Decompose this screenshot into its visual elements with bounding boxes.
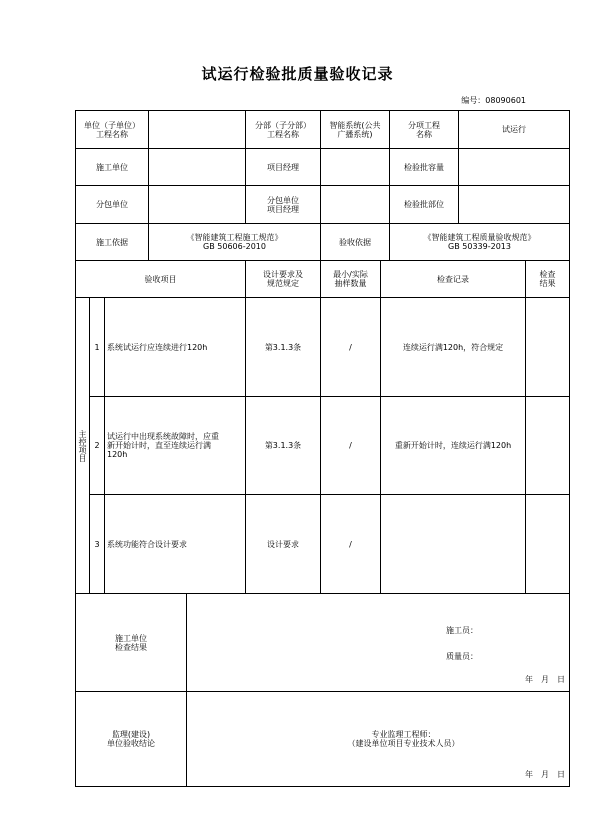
main-control-label: 主控项目 [78,429,87,462]
contractor-check-date[interactable]: 年 月 日 [525,674,565,684]
unit-name-value[interactable] [149,111,245,148]
batch-capacity-label: 检验批容量 [404,162,444,172]
page-title: 试运行检验批质量验收记录 [201,65,394,83]
subcontractor-value[interactable] [149,186,245,223]
batch-location-value[interactable] [459,186,569,223]
item-number: 1 [94,342,100,352]
sub-item-name-label: 分项工程 名称 [408,120,440,139]
item-requirement: 设计要求 [267,539,299,549]
item-sample[interactable]: / [349,539,352,549]
supervisor-check-date[interactable]: 年 月 日 [525,769,565,779]
item-result[interactable] [526,495,569,593]
constructor-signature[interactable]: 施工员： [446,625,478,635]
column-header-sample: 最小/实际 抽样数量 [333,270,368,288]
item-description: 试运行中出现系统故障时，应重 新开始计时，直至连续运行满 120h [107,432,219,459]
construction-basis-value[interactable]: 《智能建筑工程施工规范》 GB 50606-2010 [186,233,283,251]
item-sample[interactable]: / [349,342,352,352]
unit-name-label: 单位（子单位） 工程名称 [84,120,140,139]
column-header-result: 检查 结果 [539,270,556,288]
item-number: 3 [94,539,100,549]
subcontractor-label: 分包单位 [96,200,128,209]
contractor-label: 施工单位 [96,162,128,172]
acceptance-basis-value[interactable]: 《智能建筑工程质量验收规范》 GB 50339-2013 [423,233,536,251]
sub-item-name-value[interactable]: 试运行 [502,125,526,134]
batch-capacity-value[interactable] [459,149,569,185]
contractor-value[interactable] [149,149,245,185]
supervisor-check-label: 监理(建设) 单位验收结论 [107,730,155,748]
supervisor-signature[interactable]: 专业监理工程师： （建设单位项目专业技术人员） [347,730,460,748]
item-description: 系统功能符合设计要求 [107,539,187,549]
sub-manager-label: 分包单位 项目经理 [267,195,299,214]
item-result[interactable] [526,397,569,494]
construction-basis-label: 施工依据 [96,237,128,247]
project-manager-value[interactable] [321,149,389,185]
division-name-label: 分部（子分部） 工程名称 [255,120,311,139]
item-record[interactable]: 连续运行满120h，符合规定 [402,342,504,352]
sub-manager-value[interactable] [321,186,389,223]
item-record[interactable]: 重新开始计时，连续运行满120h [394,441,512,450]
item-result[interactable] [526,298,569,396]
column-header-item: 验收项目 [144,274,177,284]
item-sample[interactable]: / [349,441,352,450]
contractor-check-label: 施工单位 检查结果 [115,633,147,652]
item-description: 系统试运行应连续进行120h [107,342,208,352]
item-record[interactable] [381,495,525,593]
column-header-record: 检查记录 [437,274,469,284]
record-number: 编号：08090601 [461,96,526,105]
project-manager-label: 项目经理 [267,162,299,172]
quality-inspector-signature[interactable]: 质量员： [446,651,478,661]
item-number: 2 [94,441,100,450]
batch-location-label: 检验批部位 [404,200,444,209]
item-requirement: 第3.1.3条 [264,441,302,450]
acceptance-basis-label: 验收依据 [339,237,371,247]
column-header-requirement: 设计要求及 规范规定 [263,270,303,288]
division-name-value[interactable]: 智能系统(公共 广播系统) [329,120,381,139]
item-requirement: 第3.1.3条 [264,342,302,352]
